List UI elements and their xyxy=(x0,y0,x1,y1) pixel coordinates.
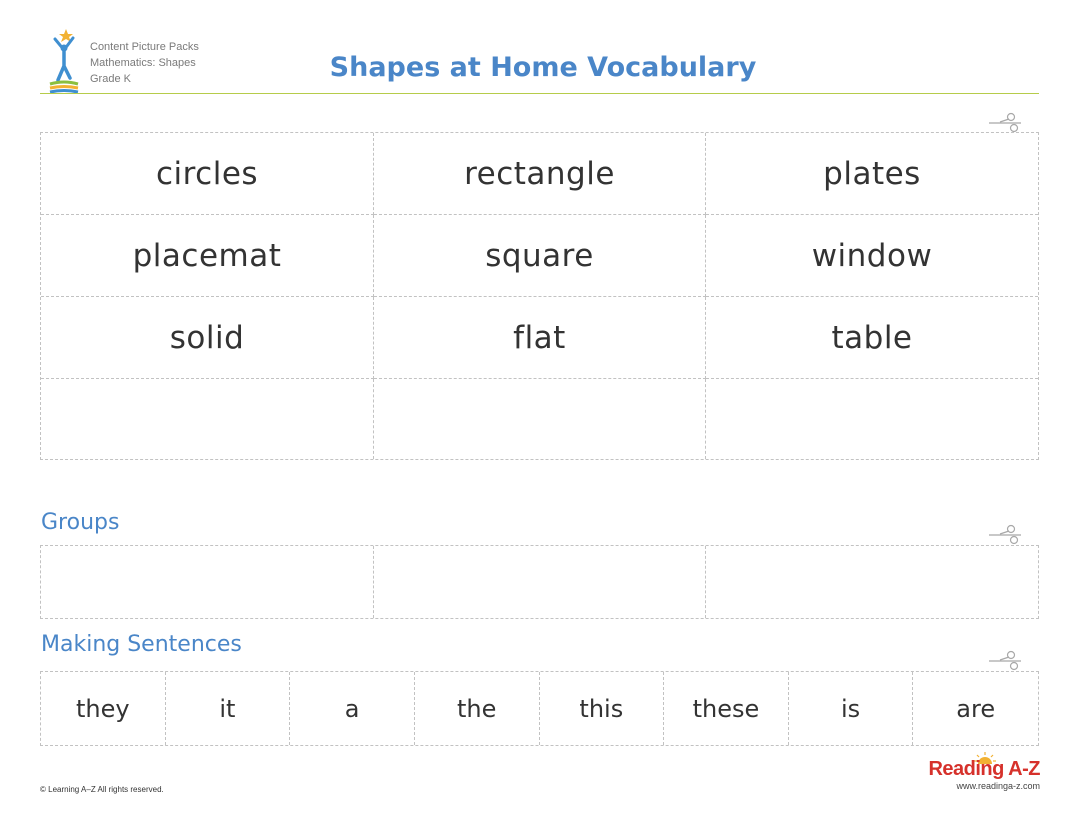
subject-name: Mathematics: Shapes xyxy=(90,57,196,69)
sentence-word-card: they xyxy=(41,672,166,745)
groups-card-grid xyxy=(40,545,1039,619)
copyright-notice: © Learning A–Z All rights reserved. xyxy=(40,785,164,794)
pack-name: Content Picture Packs xyxy=(90,41,199,53)
sentence-word-card: the xyxy=(415,672,540,745)
reading-a-z-brand xyxy=(928,758,1040,792)
sentence-word-card: a xyxy=(290,672,415,745)
vocab-card-blank xyxy=(706,379,1038,459)
brand-name: Reading A-Z xyxy=(928,758,1040,780)
vocab-card: window xyxy=(706,215,1038,297)
sentence-word-card: are xyxy=(956,694,996,723)
vocab-card: plates xyxy=(706,133,1038,215)
vocab-card: solid xyxy=(41,297,374,379)
group-card-blank xyxy=(41,546,374,618)
vocab-card: placemat xyxy=(41,215,374,297)
vocab-card-blank xyxy=(374,379,706,459)
vocab-card: table xyxy=(706,297,1038,379)
vocab-card-blank xyxy=(41,379,374,459)
scissors-icon xyxy=(987,111,1023,133)
vocab-card: circles xyxy=(41,133,374,215)
sentence-word-card: it xyxy=(166,672,291,745)
making-sentences-heading: Making Sentences xyxy=(41,632,242,657)
vocab-card: rectangle xyxy=(374,133,706,215)
grade-level: Grade K xyxy=(90,73,131,85)
scissors-icon xyxy=(987,649,1023,671)
group-card-blank xyxy=(706,546,1038,618)
group-card-blank xyxy=(374,546,706,618)
sentence-word-grid xyxy=(40,671,1039,746)
sentence-word-card: is xyxy=(789,672,914,745)
vocab-card: square xyxy=(374,215,706,297)
sentence-word-card: this xyxy=(540,672,665,745)
header-rule xyxy=(40,93,1039,94)
brand-url: www.readinga-z.com xyxy=(956,781,1040,791)
vocab-card: flat xyxy=(374,297,706,379)
page-title: Shapes at Home Vocabulary xyxy=(329,52,757,83)
sentence-word-card: these xyxy=(664,672,789,745)
scissors-icon xyxy=(987,523,1023,545)
page-title-wrapper xyxy=(0,52,1080,83)
groups-heading: Groups xyxy=(41,510,120,535)
vocabulary-card-grid xyxy=(40,132,1039,460)
